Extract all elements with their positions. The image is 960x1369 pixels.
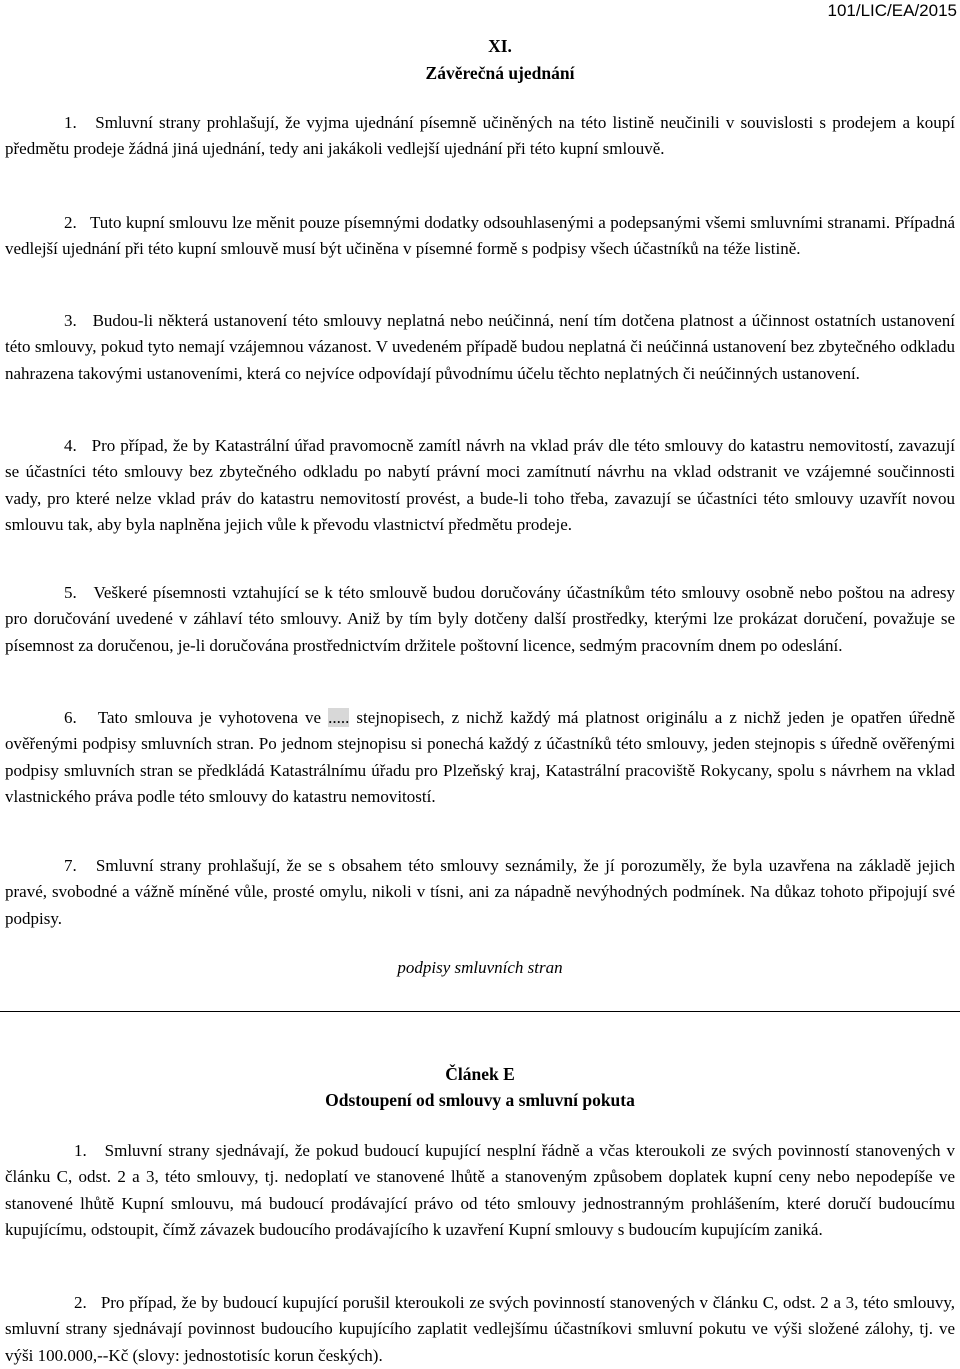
paragraph-number: 2. [74, 1293, 87, 1312]
paragraph-text-after: stejnopisech, z nichž každý má platnost originálu a z nichž jeden je opatřen úředně ověřenými podpisy smluvních stran. Po jednom stejnopisu si ponechá každý z účastníků této smlouvy, jeden stejnopis s úředně ověřenými podpisy smluvních stran se předkládá Katastrálnímu úřadu pro Plzeňský kraj, Katastrální pracoviště Rokycany, spolu s návrhem na vklad vlastnického práva podle této smlouvy do katastru nemovitostí. [5, 708, 956, 807]
article-label: Článek E [445, 1064, 515, 1084]
section-paragraph-5 [5, 580, 955, 659]
section-paragraph-7 [5, 853, 955, 932]
article-paragraph-2 [5, 1290, 955, 1369]
section-number: XI. [488, 36, 512, 56]
article-paragraph-1 [5, 1138, 955, 1244]
section-paragraph-3 [5, 308, 955, 387]
paragraph-text-before: Tato smlouva je vyhotovena ve [97, 708, 329, 727]
paragraph-text: Tuto kupní smlouvu lze měnit pouze písemnými dodatky odsouhlasenými a podepsanými všemi smluvními stranami. Případná vedlejší ujednání při této kupní smlouvě musí být učiněna v písemné formě s podpisy všech účastníků na téže listině. [5, 213, 956, 259]
paragraph-text: Veškeré písemnosti vztahující se k této smlouvě budou doručovány účastníkům této smlouvy osobně nebo poštou na adresy pro doručování uvedené v záhlaví této smlouvy. Aniž by tím byly dotčeny další prostředky, kterými lze prokázat doručení, považuje se písemnost za doručenou, je-li doručována prostřednictvím držitele poštovní licence, sedmým pracovním dnem po odeslání. [5, 583, 956, 655]
section-paragraph-1 [5, 110, 955, 163]
article-title: Odstoupení od smlouvy a smluvní pokuta [325, 1090, 635, 1110]
document-reference-code: 101/LIC/EA/2015 [827, 1, 957, 20]
paragraph-number: 1. [74, 1141, 87, 1160]
paragraph-number: 1. [64, 113, 77, 132]
section-divider [0, 1011, 960, 1012]
paragraph-text: Smluvní strany prohlašují, že vyjma ujednání písemně učiněných na této listině neučinili v souvislosti s prodejem a koupí předmětu prodeje žádná jiná ujednání, tedy ani jakákoli vedlejší ujednání při této kupní smlouvě. [5, 113, 955, 159]
paragraph-number: 6. [64, 708, 77, 727]
copies-count-placeholder: ..... [328, 708, 350, 727]
paragraph-text: Smluvní strany sjednávají, že pokud budoucí kupující nesplní řádně a včas kteroukoli ze svých povinností stanovených v článku C, odst. 2 a 3, této smlouvy, tj. nedoplatí ve stanovené lhůtě a stanoveným způsobem doplatek kupní ceny nebo nepodepíše ve stanovené lhůtě Kupní smlouvu, má budoucí prodávající právo od této smlouvy jednostranným prohlášením, které doručí budoucímu kupujícímu, odstoupit, čímž závazek budoucího prodávajícího k uzavření Kupní smlouvy s budoucím kupujícím zaniká. [5, 1141, 956, 1240]
paragraph-number: 4. [64, 436, 77, 455]
paragraph-number: 3. [64, 311, 77, 330]
paragraph-text: Pro případ, že by budoucí kupující porušil kteroukoli ze svých povinností stanovených v článku C, odst. 2 a 3, této smlouvy, smluvní strany sjednávají povinnost budoucího kupujícího zaplatit vedlejšímu účastníkovi smluvní pokutu ve výši složené zálohy, tj. ve výši 100.000,--Kč (slovy: jednostotisíc korun českých). [5, 1293, 956, 1365]
section-title: Závěrečná ujednání [425, 63, 575, 83]
paragraph-text: Smluvní strany prohlašují, že se s obsahem této smlouvy seznámily, že jí porozuměly, že byla uzavřena na základě jejich pravé, svobodné a vážně míněné vůle, prosté omylu, nikoli v tísni, ani za nápadně nevýhodných podmínek. Na důkaz tohoto připojují své podpisy. [5, 856, 956, 928]
paragraph-text: Budou-li některá ustanovení této smlouvy neplatná nebo neúčinná, není tím dotčena platnost a účinnost ostatních ustanovení této smlouvy, pokud tyto nemají vzájemnou vázanost. V uvedeném případě budou neplatná či neúčinná ustanovení bez zbytečného odkladu nahrazena takovými ustanoveními, která co nejvíce odpovídají původnímu účelu těchto neplatných či neúčinných ustanovení. [5, 311, 955, 383]
paragraph-number: 2. [64, 213, 77, 232]
section-paragraph-6 [5, 705, 955, 811]
section-paragraph-2 [5, 210, 955, 263]
paragraph-number: 5. [64, 583, 77, 602]
paragraph-text: Pro případ, že by Katastrální úřad pravomocně zamítl návrh na vklad práv dle této smlouvy do katastru nemovitostí, zavazují se účastníci této smlouvy bez zbytečného odkladu po nabytí právní moci zamítnutí návrhu na vklad odstranit ve vzájemné součinnosti vady, pro které nelze vklad práv do katastru nemovitostí provést, a bude-li toho třeba, zavazují se účastníci této smlouvy uzavřít novou smlouvu tak, aby byla naplněna jejich vůle k převodu vlastnictví předmětu prodeje. [5, 436, 956, 535]
signatures-label: podpisy smluvních stran [397, 958, 563, 977]
paragraph-number: 7. [64, 856, 77, 875]
section-paragraph-4 [5, 433, 955, 539]
